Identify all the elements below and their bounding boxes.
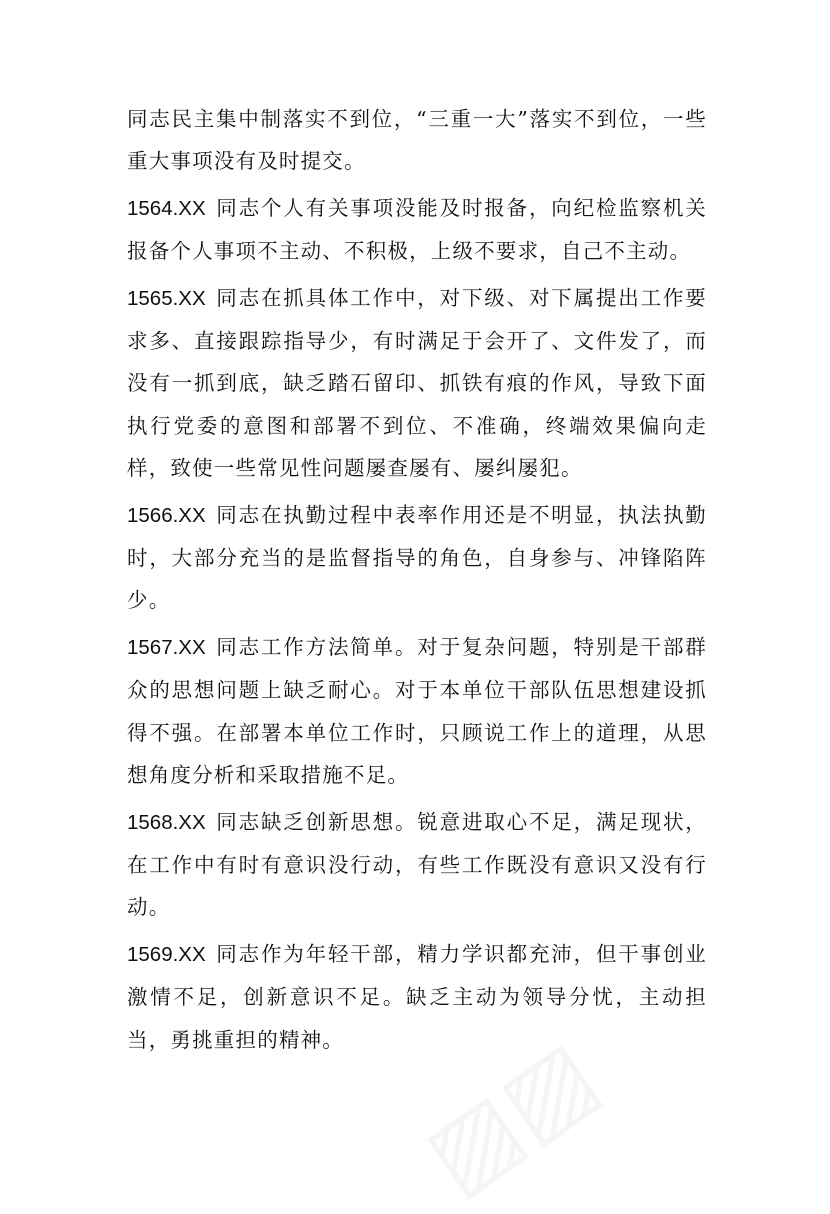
paragraph-number: 1569.XX — [127, 942, 206, 966]
document-body — [127, 98, 707, 1065]
paragraph-number: 1564.XX — [127, 196, 206, 220]
paragraph-text: 同志个人有关事项没能及时报备，向纪检监察机关报备个人事项不主动、不积极，上级不要求，自己不主动。 — [127, 195, 707, 264]
paragraph-number: 1568.XX — [127, 810, 206, 834]
paragraph-1564 — [127, 187, 707, 273]
paragraph-text: 同志工作方法简单。对于复杂问题，特别是干部群众的思想问题上缺乏耐心。对于本单位干部队伍思想建设抓得不强。在部署本单位工作时，只顾说工作上的道理，从思想角度分析和采取措施不足。 — [127, 634, 707, 788]
paragraph-text: 同志在执勤过程中表率作用还是不明显，执法执勤时，大部分充当的是监督指导的角色，自身参与、冲锋陷阵少。 — [127, 502, 707, 613]
paragraph-text: 同志缺乏创新思想。锐意进取心不足，满足现状，在工作中有时有意识没行动，有些工作既没有意识又没有行动。 — [127, 809, 707, 920]
paragraph-1567 — [127, 626, 707, 797]
paragraph-1568 — [127, 801, 707, 929]
paragraph-continuation — [127, 98, 707, 183]
paragraph-number: 1565.XX — [127, 286, 206, 310]
paragraph-1569 — [127, 933, 707, 1061]
paragraph-number: 1567.XX — [127, 635, 206, 659]
paragraph-1565 — [127, 277, 707, 490]
paragraph-text: 同志作为年轻干部，精力学识都充沛，但干事创业激情不足，创新意识不足。缺乏主动为领导分忧，主动担当，勇挑重担的精神。 — [127, 941, 707, 1052]
paragraph-text: 同志民主集中制落实不到位，“三重一大”落实不到位，一些重大事项没有及时提交。 — [127, 107, 707, 174]
paragraph-text: 同志在抓具体工作中，对下级、对下属提出工作要求多、直接跟踪指导少，有时满足于会开了、文件发了，而没有一抓到底，缺乏踏石留印、抓铁有痕的作风，导致下面执行党委的意图和部署不到位、不准确，终端效果偏向走样，致使一些常见性问题屡查屡有、屡纠屡犯。 — [127, 285, 707, 481]
paragraph-number: 1566.XX — [127, 503, 206, 527]
paragraph-1566 — [127, 494, 707, 622]
